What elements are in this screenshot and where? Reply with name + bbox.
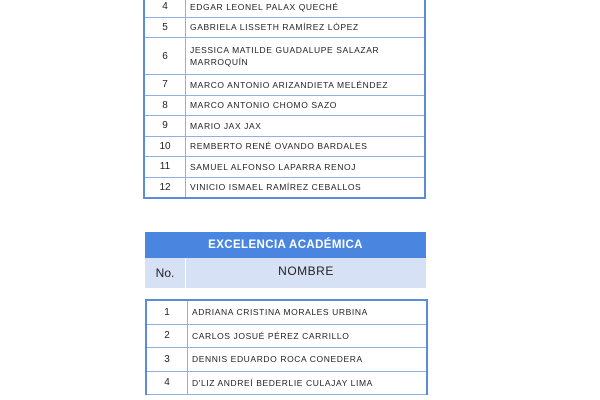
row-number: 11 xyxy=(144,157,186,178)
graduates-table xyxy=(143,0,426,199)
table-row xyxy=(144,17,425,38)
row-number: 8 xyxy=(144,95,186,116)
table-row xyxy=(146,348,427,372)
table-row xyxy=(144,75,425,96)
table-row xyxy=(146,324,427,348)
table-row xyxy=(144,95,425,116)
row-name: REMBERTO RENÉ OVANDO BARDALES xyxy=(186,136,426,157)
table-row xyxy=(144,177,425,198)
row-number: 2 xyxy=(146,324,188,348)
row-number: 10 xyxy=(144,136,186,157)
row-number: 4 xyxy=(144,0,186,17)
excelencia-column-headers xyxy=(145,258,426,288)
table-row xyxy=(146,300,427,324)
row-name: D'LIZ ANDREÍ BEDERLIE CULAJAY LIMA xyxy=(188,371,428,395)
row-number: 5 xyxy=(144,17,186,38)
row-number: 7 xyxy=(144,75,186,96)
row-name: JESSICA MATILDE GUADALUPE SALAZAR MARROQUÍN xyxy=(186,38,426,75)
table-row xyxy=(144,116,425,137)
table-row xyxy=(144,136,425,157)
row-number: 1 xyxy=(146,300,188,324)
row-number: 6 xyxy=(144,38,186,75)
excelencia-title: EXCELENCIA ACADÉMICA xyxy=(145,232,426,258)
row-number: 4 xyxy=(146,371,188,395)
column-header-name: NOMBRE xyxy=(278,264,334,278)
row-name: VINICIO ISMAEL RAMÍREZ CEBALLOS xyxy=(186,177,426,198)
row-name: MARIO JAX JAX xyxy=(186,116,426,137)
row-name: MARCO ANTONIO ARIZANDIETA MELÉNDEZ xyxy=(186,75,426,96)
row-name: GABRIELA LISSETH RAMÍREZ LÓPEZ xyxy=(186,17,426,38)
row-name: SAMUEL ALFONSO LAPARRA RENOJ xyxy=(186,157,426,178)
table-row xyxy=(144,0,425,17)
row-name: MARCO ANTONIO CHOMO SAZO xyxy=(186,95,426,116)
table-row xyxy=(144,38,425,75)
row-name: ADRIANA CRISTINA MORALES URBINA xyxy=(188,300,428,324)
row-name: CARLOS JOSUÉ PÉREZ CARRILLO xyxy=(188,324,428,348)
row-number: 9 xyxy=(144,116,186,137)
row-name: EDGAR LEONEL PALAX QUECHÉ xyxy=(186,0,426,17)
row-number: 12 xyxy=(144,177,186,198)
column-header-no: No. xyxy=(145,258,186,288)
excelencia-table xyxy=(145,299,428,395)
table-row xyxy=(146,371,427,395)
row-number: 3 xyxy=(146,348,188,372)
table-row xyxy=(144,157,425,178)
row-name: DENNIS EDUARDO ROCA CONEDERA xyxy=(188,348,428,372)
